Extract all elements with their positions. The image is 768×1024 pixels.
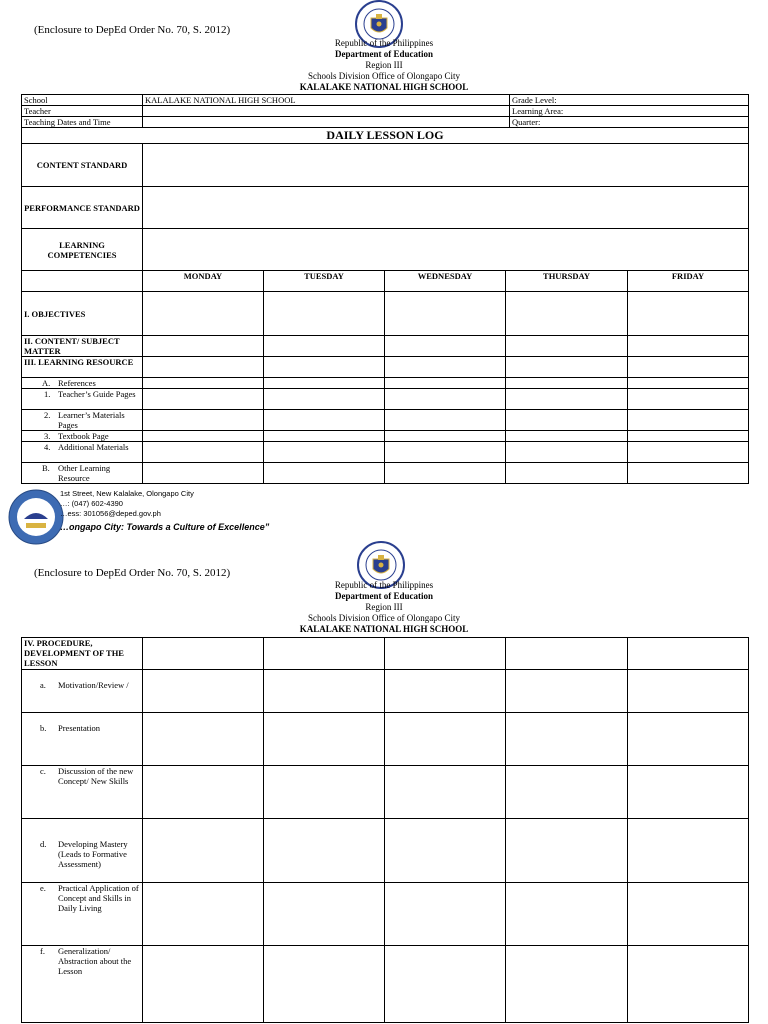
- tb-cell[interactable]: [143, 431, 264, 442]
- lm-cell[interactable]: [143, 410, 264, 431]
- presentation-cell[interactable]: [628, 713, 749, 766]
- motivation-cell[interactable]: [264, 670, 385, 713]
- resource-cell[interactable]: [143, 357, 264, 378]
- school-value[interactable]: KALALAKE NATIONAL HIGH SCHOOL: [143, 95, 510, 106]
- school-line: KALALAKE NATIONAL HIGH SCHOOL: [299, 624, 469, 634]
- tg-cell[interactable]: [264, 389, 385, 410]
- discussion-cell[interactable]: [506, 766, 628, 819]
- application-cell[interactable]: [506, 883, 628, 946]
- day-header-friday: FRIDAY: [628, 271, 749, 292]
- ref3-number: 3.: [44, 431, 51, 441]
- references-cell[interactable]: [143, 378, 264, 389]
- application-cell[interactable]: [628, 883, 749, 946]
- c-text: Discussion of the new Concept/ New Skills: [58, 766, 134, 786]
- school-line: KALALAKE NATIONAL HIGH SCHOOL: [299, 82, 469, 92]
- region-line: Region III: [365, 60, 403, 70]
- logo-year: 1979: [29, 529, 43, 535]
- content-cell[interactable]: [385, 336, 506, 357]
- am-cell[interactable]: [143, 442, 264, 463]
- mastery-cell[interactable]: [385, 819, 506, 883]
- am-cell[interactable]: [264, 442, 385, 463]
- content-cell[interactable]: [264, 336, 385, 357]
- email-line[interactable]: …ess: 301056@deped.gov.ph: [60, 509, 161, 518]
- content-cell[interactable]: [506, 336, 628, 357]
- mastery-cell[interactable]: [628, 819, 749, 883]
- teacher-value[interactable]: [143, 106, 510, 117]
- f-letter: f.: [40, 946, 45, 956]
- motto-line: …ongapo City: Towards a Culture of Excellence”: [60, 522, 270, 532]
- tg-cell[interactable]: [143, 389, 264, 410]
- other-text: Other Learning Resource: [58, 463, 111, 483]
- presentation-cell[interactable]: [143, 713, 264, 766]
- performance-standard-label: PERFORMANCE STANDARD: [22, 187, 143, 229]
- am-cell[interactable]: [506, 442, 628, 463]
- motivation-cell[interactable]: [385, 670, 506, 713]
- resource-cell[interactable]: [385, 357, 506, 378]
- enclosure-note: (Enclosure to DepEd Order No. 70, S. 2012): [34, 24, 231, 36]
- mastery-cell[interactable]: [264, 819, 385, 883]
- republic-line: Republic of the Philippines: [334, 38, 434, 48]
- department-line: Department of Education: [335, 49, 433, 59]
- procedure-cell[interactable]: [264, 638, 385, 670]
- generalization-cell[interactable]: [264, 946, 385, 1023]
- procedure-table: [21, 637, 749, 1023]
- motivation-cell[interactable]: [506, 670, 628, 713]
- procedure-label: IV. PROCEDURE, DEVELOPMENT OF THE LESSON: [22, 638, 143, 670]
- discussion-cell[interactable]: [628, 766, 749, 819]
- lm-cell[interactable]: [506, 410, 628, 431]
- dates-label: Teaching Dates and Time: [22, 117, 143, 128]
- references-letter: A.: [42, 378, 51, 388]
- discussion-cell[interactable]: [143, 766, 264, 819]
- presentation-cell[interactable]: [385, 713, 506, 766]
- references-text: References: [58, 378, 96, 388]
- enclosure-note-2: (Enclosure to DepEd Order No. 70, S. 2012): [34, 567, 231, 579]
- motivation-cell[interactable]: [628, 670, 749, 713]
- lesson-log-table: [21, 127, 749, 484]
- application-cell[interactable]: [264, 883, 385, 946]
- discussion-label: [22, 766, 143, 819]
- tg-cell[interactable]: [385, 389, 506, 410]
- other-resource-label: [22, 463, 143, 484]
- tg-cell[interactable]: [506, 389, 628, 410]
- b-text: Presentation: [58, 723, 101, 733]
- day-header-tuesday: TUESDAY: [264, 271, 385, 292]
- references-label: [22, 378, 143, 389]
- references-cell[interactable]: [628, 378, 749, 389]
- address-line: 1st Street, New Kalalake, Olongapo City: [60, 489, 194, 498]
- resource-cell[interactable]: [506, 357, 628, 378]
- generalization-cell[interactable]: [506, 946, 628, 1023]
- developing-mastery-label: [22, 819, 143, 883]
- performance-standard-cell[interactable]: [143, 187, 749, 229]
- learners-materials-label: [22, 410, 143, 431]
- teachers-guide-label: [22, 389, 143, 410]
- tg-cell[interactable]: [628, 389, 749, 410]
- ref4-text: Additional Materials: [58, 442, 129, 452]
- grade-level-label[interactable]: Grade Level:: [510, 95, 749, 106]
- am-cell[interactable]: [628, 442, 749, 463]
- a-letter: a.: [40, 680, 46, 690]
- school-label: School: [22, 95, 143, 106]
- lm-cell[interactable]: [264, 410, 385, 431]
- mastery-cell[interactable]: [143, 819, 264, 883]
- ref3-text: Textbook Page: [58, 431, 109, 441]
- discussion-cell[interactable]: [264, 766, 385, 819]
- quarter-label[interactable]: Quarter:: [510, 117, 749, 128]
- lm-cell[interactable]: [385, 410, 506, 431]
- page1-header: [0, 38, 768, 93]
- olr-cell[interactable]: [506, 463, 628, 484]
- info-table: [21, 94, 749, 128]
- content-standard-label: CONTENT STANDARD: [22, 144, 143, 187]
- day-header-monday: MONDAY: [143, 271, 264, 292]
- e-letter: e.: [40, 883, 46, 893]
- d-text: Developing Mastery (Leads to Formative Assessment): [58, 839, 128, 869]
- day-header-blank: [22, 271, 143, 292]
- objectives-cell[interactable]: [264, 292, 385, 336]
- tb-cell[interactable]: [385, 431, 506, 442]
- procedure-cell[interactable]: [506, 638, 628, 670]
- d-letter: d.: [40, 839, 47, 849]
- b-letter: b.: [40, 723, 47, 733]
- teacher-label: Teacher: [22, 106, 143, 117]
- division-line: Schools Division Office of Olongapo City: [307, 71, 461, 81]
- e-text: Practical Application of Concept and Skills in Daily Living: [58, 883, 139, 913]
- division-line: Schools Division Office of Olongapo City: [307, 613, 461, 623]
- motivation-label: [22, 670, 143, 713]
- dates-value[interactable]: [143, 117, 510, 128]
- school-logo-icon: [8, 489, 64, 545]
- lm-cell[interactable]: [628, 410, 749, 431]
- application-cell[interactable]: [143, 883, 264, 946]
- textbook-page-label: [22, 431, 143, 442]
- department-line: Department of Education: [335, 591, 433, 601]
- objectives-cell[interactable]: [385, 292, 506, 336]
- tb-cell[interactable]: [264, 431, 385, 442]
- procedure-cell[interactable]: [143, 638, 264, 670]
- phone-line: …: (047) 602-4390: [60, 499, 123, 508]
- republic-line: Republic of the Philippines: [334, 580, 434, 590]
- objectives-cell[interactable]: [628, 292, 749, 336]
- procedure-cell[interactable]: [385, 638, 506, 670]
- tb-cell[interactable]: [506, 431, 628, 442]
- discussion-cell[interactable]: [385, 766, 506, 819]
- references-cell[interactable]: [506, 378, 628, 389]
- presentation-cell[interactable]: [506, 713, 628, 766]
- resource-cell[interactable]: [628, 357, 749, 378]
- content-subject-label: II. CONTENT/ SUBJECT MATTER: [22, 336, 143, 357]
- objectives-label: I. OBJECTIVES: [22, 292, 143, 336]
- olr-cell[interactable]: [143, 463, 264, 484]
- region-line: Region III: [365, 602, 403, 612]
- ref1-number: 1.: [44, 389, 51, 399]
- motivation-cell[interactable]: [143, 670, 264, 713]
- olr-cell[interactable]: [264, 463, 385, 484]
- mastery-cell[interactable]: [506, 819, 628, 883]
- a-text: Motivation/Review /: [58, 680, 129, 690]
- ref1-text: Teacher’s Guide Pages: [58, 389, 136, 399]
- learning-competencies-label: LEARNING COMPETENCIES: [22, 229, 143, 271]
- day-header-wednesday: WEDNESDAY: [385, 271, 506, 292]
- content-standard-cell[interactable]: [143, 144, 749, 187]
- other-letter: B.: [42, 463, 50, 473]
- application-cell[interactable]: [385, 883, 506, 946]
- learning-competencies-cell[interactable]: [143, 229, 749, 271]
- am-cell[interactable]: [385, 442, 506, 463]
- learning-area-label[interactable]: Learning Area:: [510, 106, 749, 117]
- f-text: Generalization/ Abstraction about the Lesson: [58, 946, 132, 976]
- generalization-cell[interactable]: [143, 946, 264, 1023]
- objectives-cell[interactable]: [506, 292, 628, 336]
- learning-resource-label: III. LEARNING RESOURCE: [22, 357, 143, 378]
- page2-header: [0, 580, 768, 635]
- tb-cell[interactable]: [628, 431, 749, 442]
- ref2-number: 2.: [44, 410, 51, 420]
- presentation-cell[interactable]: [264, 713, 385, 766]
- day-header-thursday: THURSDAY: [506, 271, 628, 292]
- procedure-cell[interactable]: [628, 638, 749, 670]
- generalization-label: [22, 946, 143, 1023]
- presentation-label: [22, 713, 143, 766]
- resource-cell[interactable]: [264, 357, 385, 378]
- references-cell[interactable]: [385, 378, 506, 389]
- ref4-number: 4.: [44, 442, 51, 452]
- olr-cell[interactable]: [628, 463, 749, 484]
- daily-lesson-log-title: DAILY LESSON LOG: [22, 128, 749, 144]
- generalization-cell[interactable]: [385, 946, 506, 1023]
- ref2-text: Learner’s Materials Pages: [58, 410, 125, 430]
- objectives-cell[interactable]: [143, 292, 264, 336]
- generalization-cell[interactable]: [628, 946, 749, 1023]
- additional-materials-label: [22, 442, 143, 463]
- content-cell[interactable]: [628, 336, 749, 357]
- page1-footer: [60, 489, 269, 532]
- content-cell[interactable]: [143, 336, 264, 357]
- practical-application-label: [22, 883, 143, 946]
- references-cell[interactable]: [264, 378, 385, 389]
- c-letter: c.: [40, 766, 46, 776]
- olr-cell[interactable]: [385, 463, 506, 484]
